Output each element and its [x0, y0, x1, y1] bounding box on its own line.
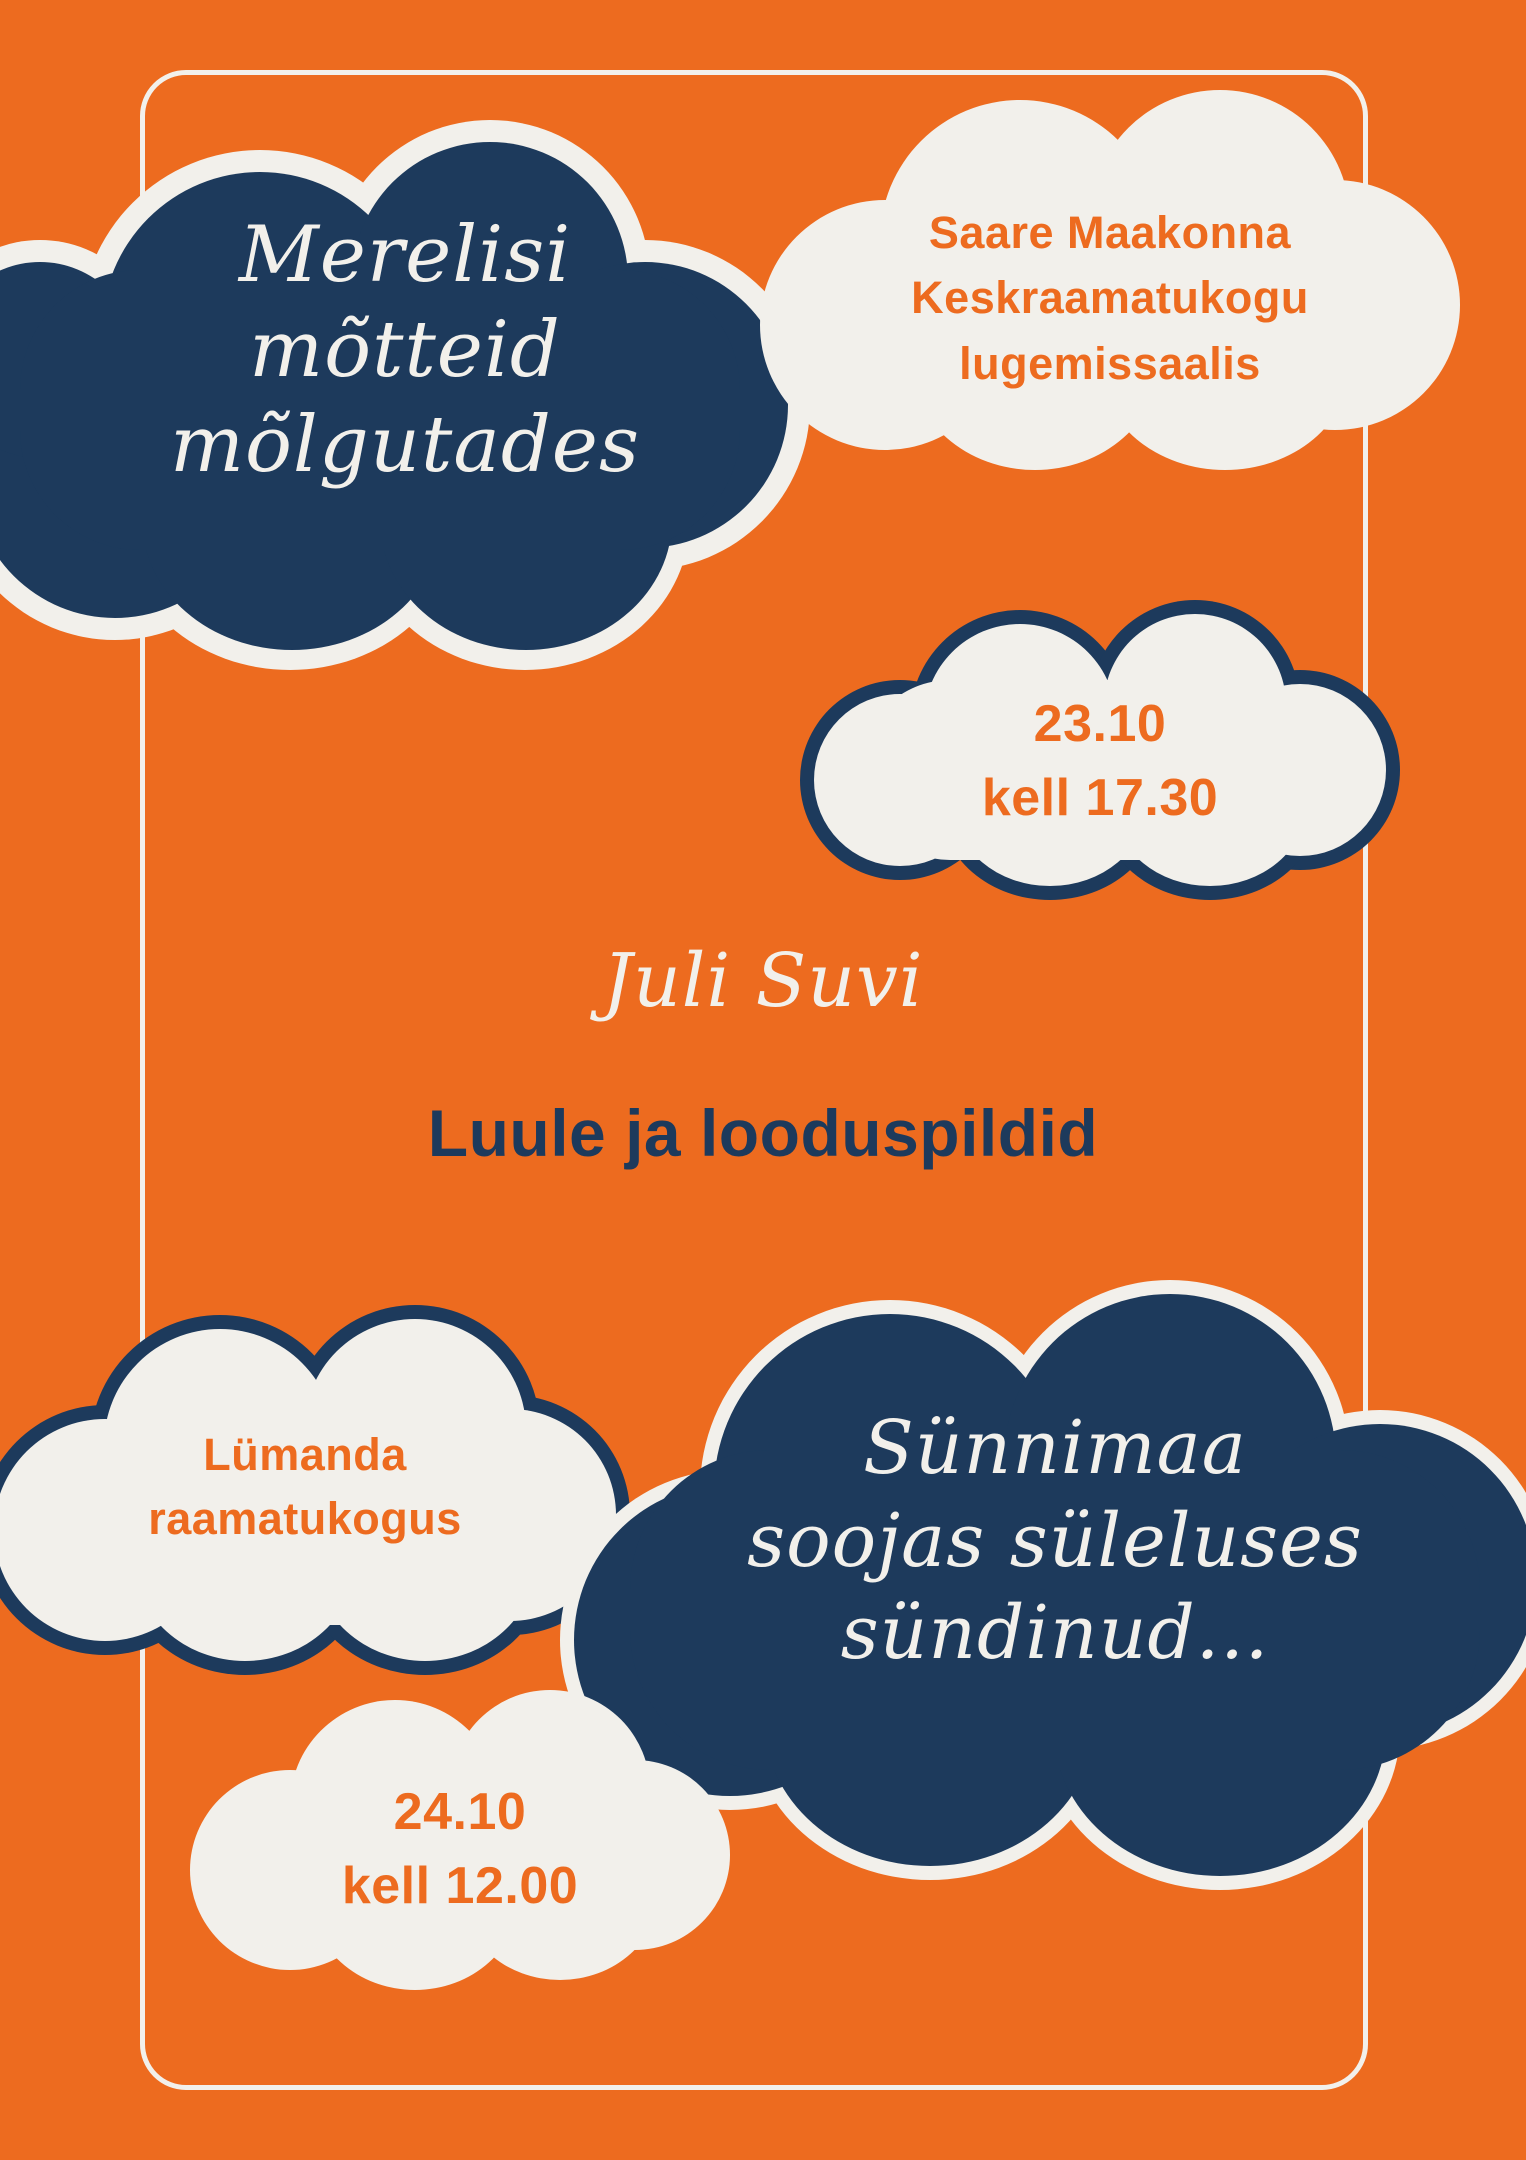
bottom-title-text: [560, 1402, 1526, 1680]
poster-subtitle: Luule ja looduspildid: [427, 1096, 1099, 1170]
bottom-venue-line-2: raamatukogus: [148, 1492, 462, 1544]
top-date-text: [800, 688, 1400, 836]
bottom-date-text: [190, 1776, 730, 1924]
top-date-value: 23.10: [1033, 695, 1167, 753]
title-cloud-top: [0, 120, 820, 680]
bottom-title-line-3: sündinud...: [840, 1590, 1270, 1676]
bottom-title-line-1: Sünnimaa: [863, 1405, 1247, 1491]
date-cloud-top: [800, 600, 1400, 910]
top-title-line-2: mõtteid: [249, 305, 561, 396]
author-name: Juli Suvi: [602, 938, 924, 1024]
top-venue-line-2: Keskraamatukogu: [911, 272, 1309, 324]
bottom-venue-text: [0, 1423, 630, 1551]
top-venue-line-1: Saare Maakonna: [928, 207, 1292, 258]
bottom-time-value: kell 12.00: [341, 1856, 579, 1915]
top-title-line-3: mõlgutades: [169, 400, 640, 491]
bottom-venue-line-1: Lümanda: [203, 1429, 407, 1480]
date-cloud-bottom: [190, 1690, 730, 2000]
top-venue-line-3: lugemissaalis: [959, 337, 1261, 389]
top-title-line-1: Merelisi: [238, 210, 572, 300]
bottom-date-value: 24.10: [393, 1783, 527, 1841]
top-time-value: kell 17.30: [981, 768, 1219, 827]
top-title-text: [0, 208, 820, 493]
venue-cloud-bottom: [0, 1295, 630, 1695]
top-venue-text: [760, 200, 1460, 396]
venue-cloud-top: [760, 90, 1460, 510]
bottom-title-line-2: soojas süleluses: [747, 1497, 1363, 1584]
